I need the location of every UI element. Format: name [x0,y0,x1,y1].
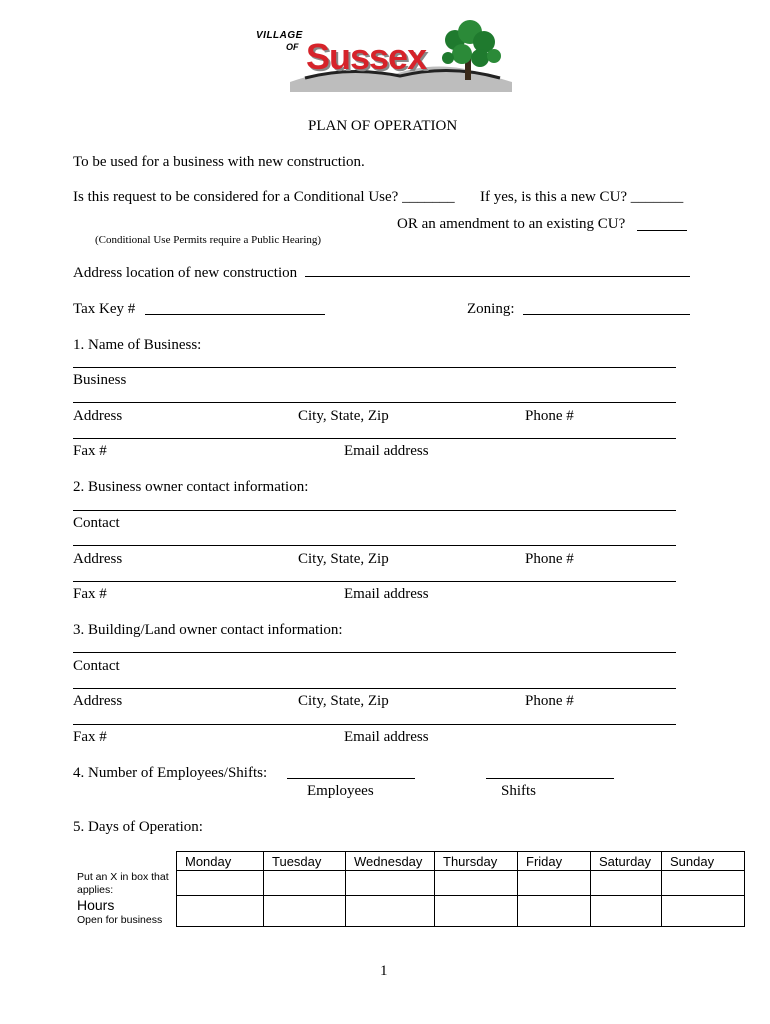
section2-city-label: City, State, Zip [298,551,389,567]
section2-fax-label: Fax # [73,586,107,602]
shifts-label: Shifts [501,783,537,799]
cu-amendment-line[interactable] [637,230,687,231]
section3-contact-label: Contact [73,658,120,674]
village-of-sussex-logo [250,20,522,100]
section2-fax-line[interactable] [73,581,676,582]
section2-heading: 2. Business owner contact information: [73,479,309,495]
day-sunday-header: Sunday [662,852,745,871]
day-friday-header: Friday [518,852,591,871]
check-cell-monday[interactable] [177,871,264,896]
logo-village-text: VILLAGE [256,30,303,41]
hours-cell-friday[interactable] [518,896,591,927]
days-header-row [177,852,745,871]
page-title: PLAN OF OPERATION [308,118,458,134]
cu-note: (Conditional Use Permits require a Public Hearing) [95,234,322,246]
cu-new-question: If yes, is this a new CU? _______ [480,189,684,205]
shifts-line[interactable] [486,778,614,779]
cu-amendment-question: OR an amendment to an existing CU? [397,216,626,232]
section1-business-line[interactable] [73,367,676,368]
section1-business-label: Business [73,372,127,388]
section3-city-label: City, State, Zip [298,693,389,709]
cu-question: Is this request to be considered for a Conditional Use? _______ [73,189,455,205]
day-monday-header: Monday [177,852,264,871]
zoning-label: Zoning: [467,301,515,317]
section2-phone-label: Phone # [525,551,574,567]
zoning-line[interactable] [523,314,690,315]
days-check-row [177,871,745,896]
hours-cell-saturday[interactable] [591,896,662,927]
day-tuesday-header: Tuesday [264,852,346,871]
section3-fax-line[interactable] [73,724,676,725]
hours-cell-sunday[interactable] [662,896,745,927]
section1-heading: 1. Name of Business: [73,337,202,353]
section3-contact-line[interactable] [73,652,676,653]
hours-cell-monday[interactable] [177,896,264,927]
address-location-label: Address location of new construction [73,265,298,281]
section5-heading: 5. Days of Operation: [73,819,203,835]
section3-address-label: Address [73,693,123,709]
employees-line[interactable] [287,778,415,779]
logo-sussex-text: Sussex [306,36,427,77]
hours-cell-wednesday[interactable] [346,896,435,927]
hours-cell-thursday[interactable] [435,896,518,927]
section1-fax-label: Fax # [73,443,107,459]
row-label-put-x [77,871,173,897]
employees-label: Employees [307,783,374,799]
section1-phone-label: Phone # [525,408,574,424]
day-saturday-header: Saturday [591,852,662,871]
section3-heading: 3. Building/Land owner contact information: [73,622,343,638]
section1-city-label: City, State, Zip [298,408,389,424]
day-wednesday-header: Wednesday [346,852,435,871]
days-of-operation-table [176,851,745,927]
check-cell-thursday[interactable] [435,871,518,896]
section3-fax-label: Fax # [73,729,107,745]
address-location-line[interactable] [305,276,690,277]
check-cell-tuesday[interactable] [264,871,346,896]
section1-address-label: Address [73,408,123,424]
day-thursday-header: Thursday [435,852,518,871]
section1-address-line[interactable] [73,402,676,403]
section2-contact-label: Contact [73,515,120,531]
check-cell-saturday[interactable] [591,871,662,896]
section2-address-label: Address [73,551,123,567]
section2-email-label: Email address [344,586,429,602]
row-label-hours [77,897,162,926]
tax-key-label: Tax Key # [73,301,136,317]
logo-of-text: OF [286,42,299,52]
section2-address-line[interactable] [73,545,676,546]
section3-phone-label: Phone # [525,693,574,709]
check-cell-wednesday[interactable] [346,871,435,896]
section3-address-line[interactable] [73,688,676,689]
row-label-hours-main: Hours [77,897,115,913]
page-number: 1 [380,963,388,979]
section2-contact-line[interactable] [73,510,676,511]
check-cell-friday[interactable] [518,871,591,896]
section1-email-label: Email address [344,443,429,459]
row-label-hours-sub: Open for business [77,914,163,926]
section1-fax-line[interactable] [73,438,676,439]
tax-key-line[interactable] [145,314,325,315]
intro-text: To be used for a business with new construction. [73,154,365,170]
check-cell-sunday[interactable] [662,871,745,896]
hours-cell-tuesday[interactable] [264,896,346,927]
section4-heading: 4. Number of Employees/Shifts: [73,765,268,781]
section3-email-label: Email address [344,729,429,745]
row-label-put-x-text: Put an X in box that applies: [77,871,169,896]
days-hours-row [177,896,745,927]
